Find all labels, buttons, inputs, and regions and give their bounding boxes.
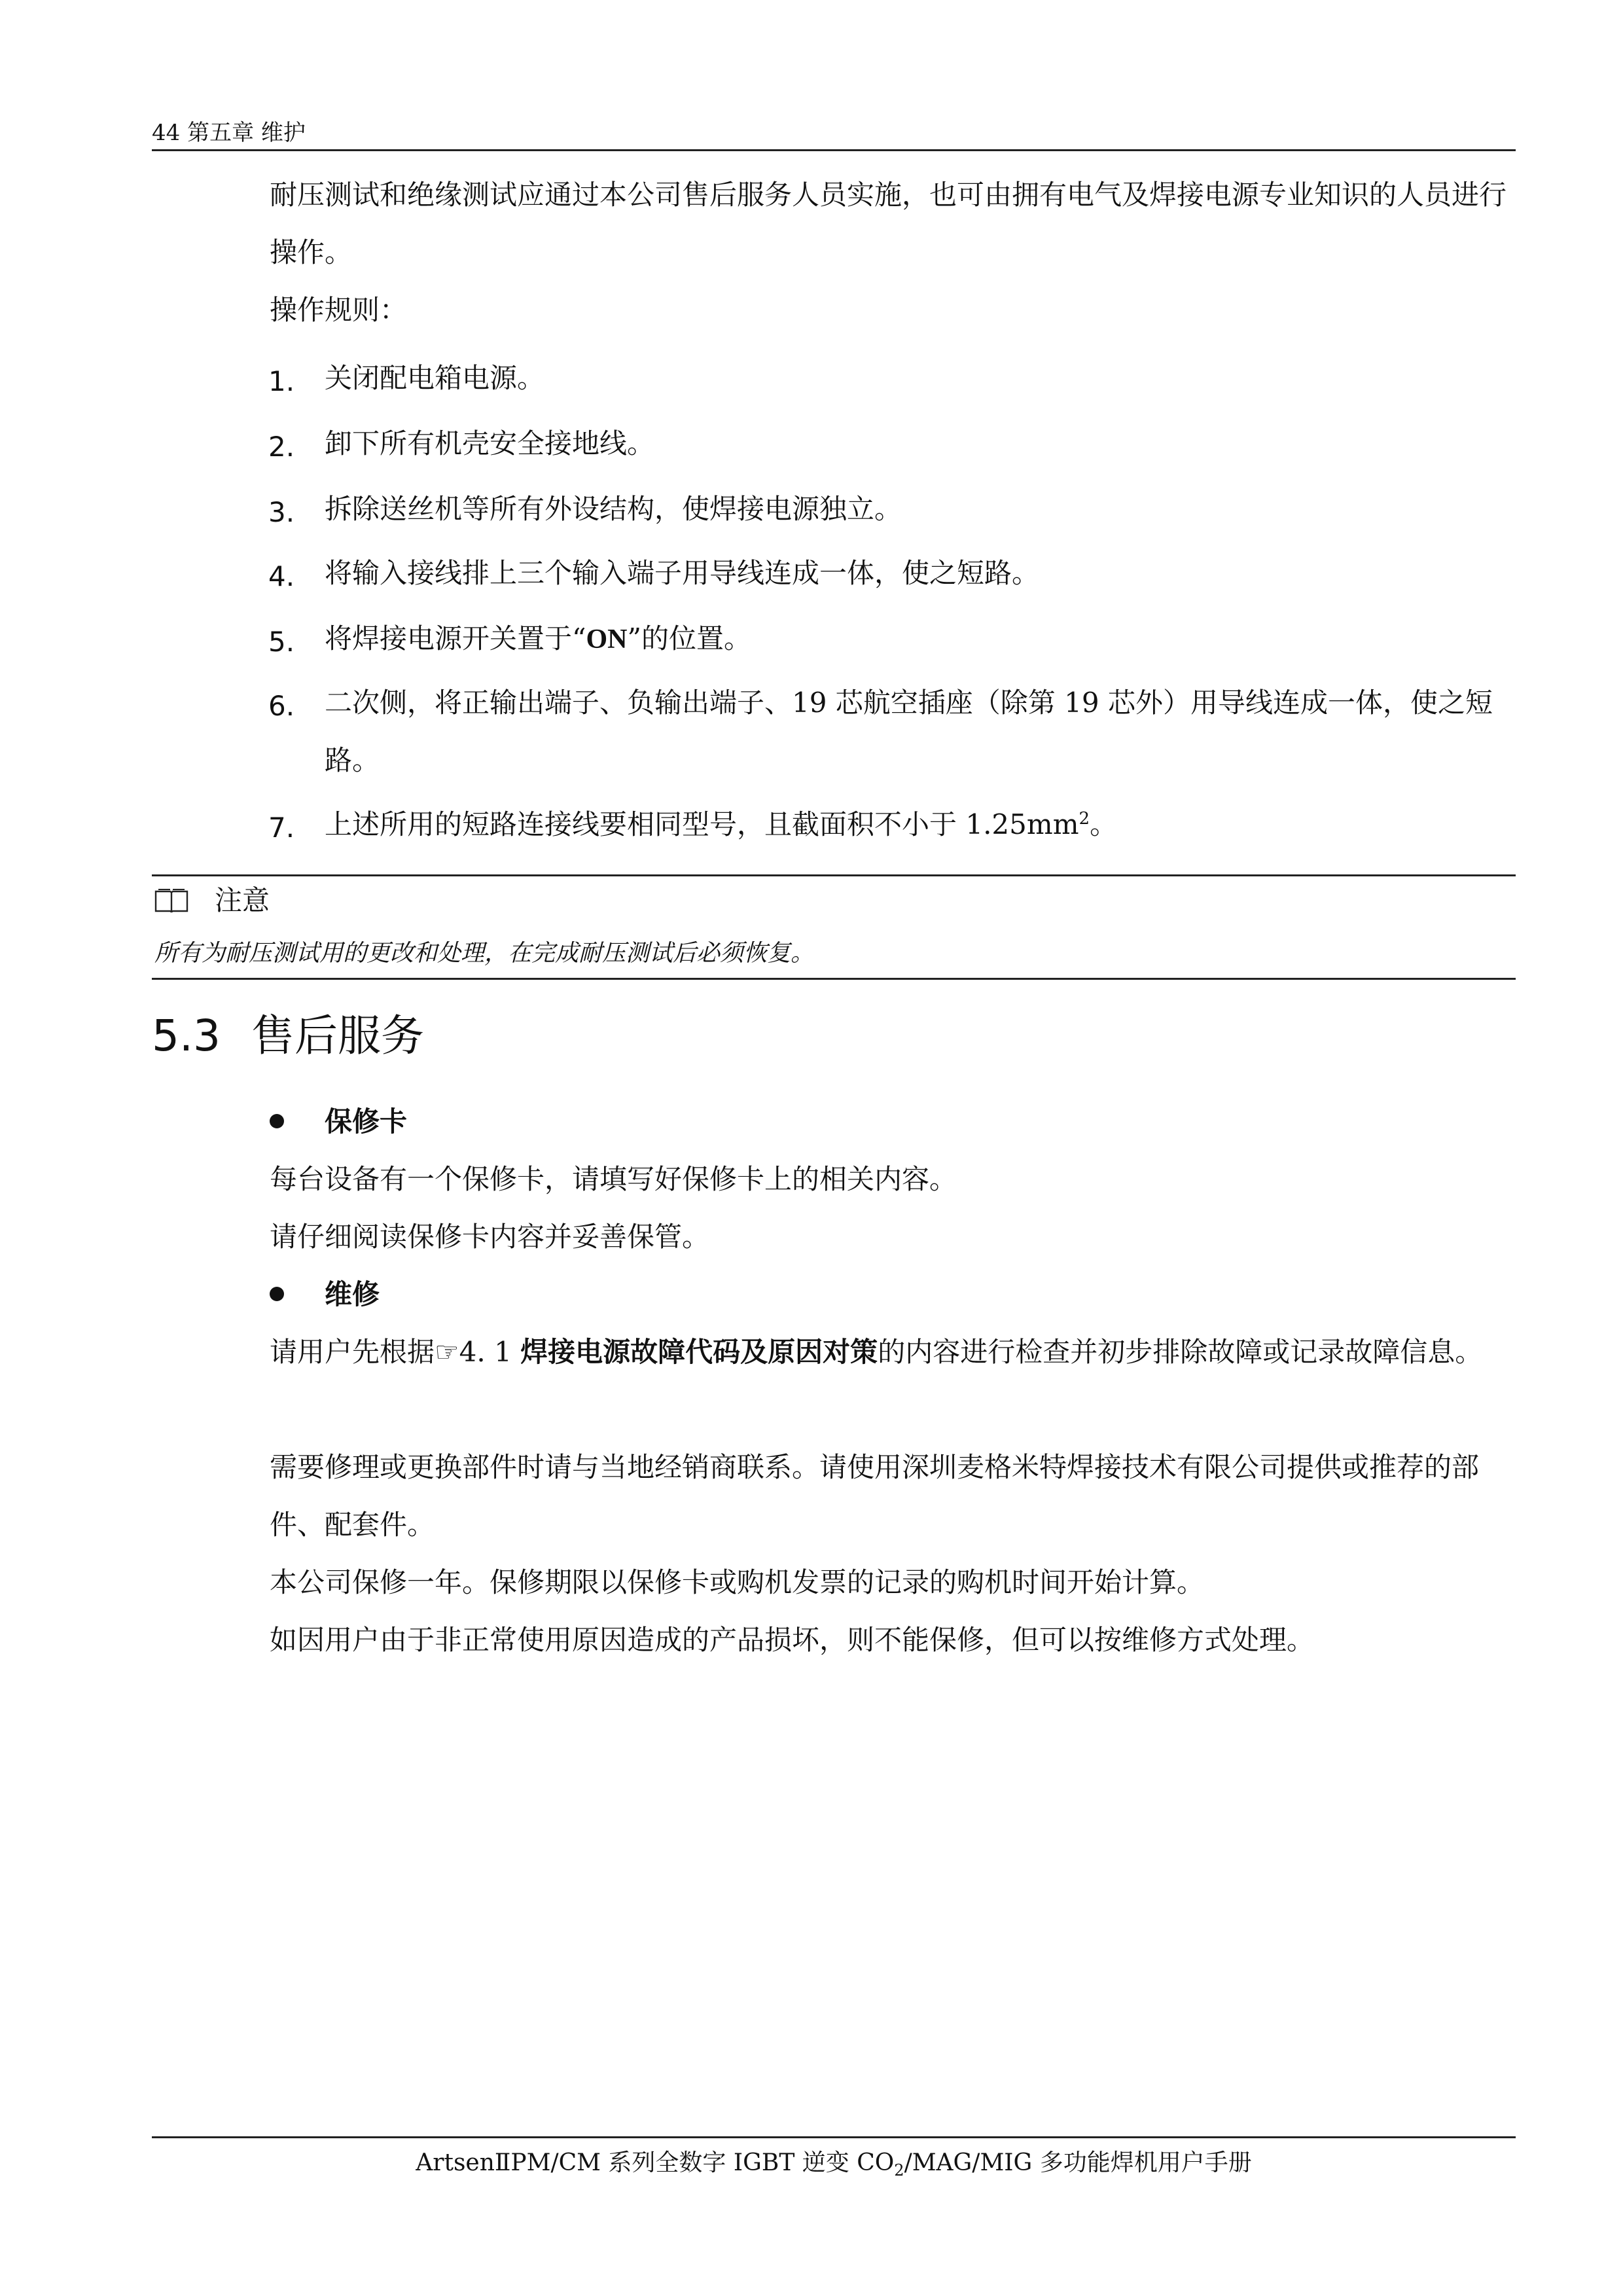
warranty-heading: 保修卡: [270, 1093, 407, 1151]
step-text: 二次侧，将正输出端子、负输出端子、19 芯航空插座（除第 19 芯外）用导线连成一体，使之短路。: [325, 687, 1493, 776]
section-title: 5.3 售后服务: [152, 1011, 424, 1061]
cross-reference-link[interactable]: ☞4. 1 焊接电源故障代码及原因对策: [435, 1336, 878, 1368]
step-text: 卸下所有机壳安全接地线。: [325, 427, 655, 459]
note-title: 注意: [154, 882, 270, 919]
repair-heading: 维修: [270, 1266, 380, 1323]
rules-label: 操作规则：: [270, 294, 408, 326]
note-text: 所有为耐压测试用的更改和处理，在完成耐压测试后必须恢复。: [154, 940, 815, 967]
step-text: 将焊接电源开关置于“ON”的位置。: [325, 622, 751, 655]
step-text: 将输入接线排上三个输入端子用导线连成一体，使之短路。: [325, 557, 1040, 589]
step-text: 拆除送丝机等所有外设结构，使焊接电源独立。: [325, 493, 902, 525]
note-top-rule: [152, 874, 1516, 876]
note-bottom-rule: [152, 978, 1516, 980]
repair-paragraph: 需要修理或更换部件时请与当地经销商联系。请使用深圳麦格米特焊接技术有限公司提供或推荐的部件、配套件。: [270, 1451, 1480, 1541]
bullet-icon: [270, 1287, 284, 1301]
step-number: 5.: [268, 626, 295, 658]
repair-paragraph: 如因用户由于非正常使用原因造成的产品损坏，则不能保修，但可以按维修方式处理。: [270, 1624, 1315, 1656]
repair-paragraph: 请用户先根据☞4. 1 焊接电源故障代码及原因对策的内容进行检查并初步排除故障或记录故障信息。: [270, 1336, 1483, 1368]
step-number: 1.: [268, 365, 295, 397]
step-number: 4.: [268, 560, 295, 592]
pointing-hand-icon: ☞: [435, 1336, 459, 1368]
step-number: 3.: [268, 496, 295, 528]
step-text: 关闭配电箱电源。: [325, 362, 545, 394]
step-number: 2.: [268, 431, 295, 463]
on-label: ON: [586, 624, 628, 655]
warranty-paragraph: 每台设备有一个保修卡，请填写好保修卡上的相关内容。: [270, 1163, 957, 1195]
book-icon: [154, 888, 188, 914]
step-number: 6.: [268, 690, 295, 722]
bullet-icon: [270, 1114, 284, 1128]
footer-rule: [152, 2136, 1516, 2138]
repair-paragraph: 本公司保修一年。保修期限以保修卡或购机发票的记录的购机时间开始计算。: [270, 1566, 1205, 1598]
step-text: 上述所用的短路连接线要相同型号，且截面积不小于 $1.25mm^2$。: [325, 808, 1118, 840]
page-header: 44 第五章 维护: [152, 117, 1516, 151]
step-number: 7.: [268, 812, 295, 844]
intro-paragraph: 耐压测试和绝缘测试应通过本公司售后服务人员实施，也可由拥有电气及焊接电源专业知识的人员进行操作。: [270, 179, 1507, 268]
page-footer: ArtsenⅡPM/CM 系列全数字 IGBT 逆变 $CO_2/MAG$/MIG 多功能焊机用户手册: [416, 2149, 1252, 2180]
warranty-paragraph: 请仔细阅读保修卡内容并妥善保管。: [270, 1221, 710, 1253]
